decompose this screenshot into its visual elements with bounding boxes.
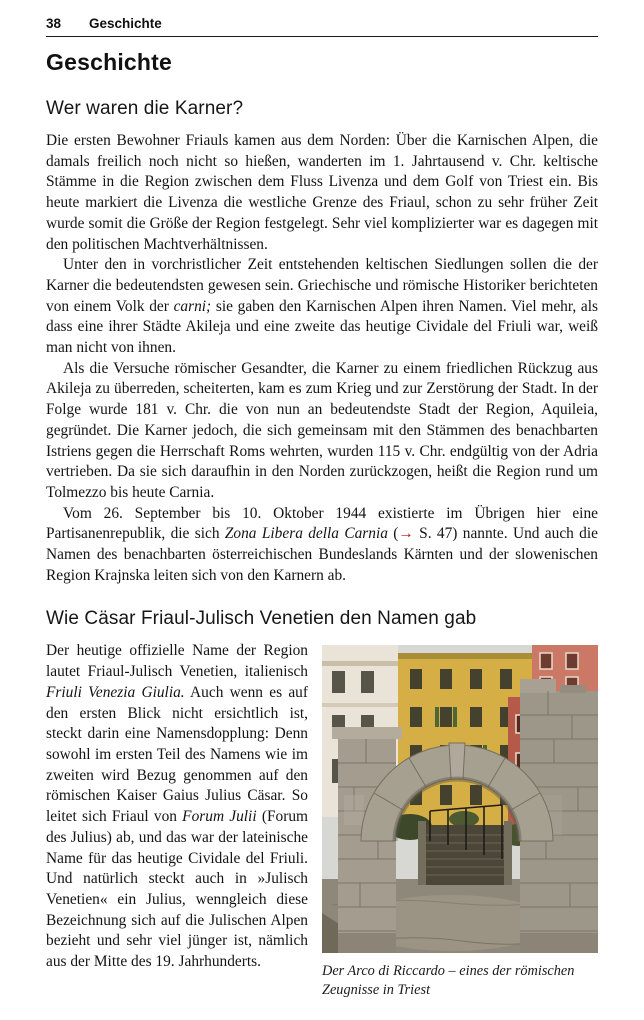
section-caesar bbox=[46, 608, 598, 999]
text-run: Auch wenn es auf den ersten Blick nicht ersichtlich ist, steckt darin eine Namensdopplung: Denn sowohl im ersten Teil des Namens wie im zweiten wird Bezug genommen auf den römischen Kaiser Gaius Julius Cäsar. So leitet sich Friaul von bbox=[46, 683, 308, 826]
page-number: 38 bbox=[46, 16, 62, 31]
text-run: Unter den in vorchristlicher Zeit entstehenden keltischen Siedlungen sollen die der Karner die bedeutendsten gewesen sein. Griechische und römische Historiker berichteten von einem Volk der bbox=[46, 256, 598, 315]
italic-text: Forum Julii bbox=[182, 808, 257, 826]
section-heading-caesar: Wie Cäsar Friaul-Julisch Venetien den Namen gab bbox=[46, 608, 477, 630]
text-run: (Forum des Julius) ab, und das war der lateinische Name für das heutige Cividale del Friuli. Und natürlich steckt auch in »Julisch Venetien« ein Julius, wenngleich diese Bezeichnung sich auf die Julischen Alpen bezieht und sehr viel jünger ist, nämlich aus der Mitte des 19. Jahrhunderts. bbox=[46, 808, 308, 971]
text-run: Die ersten Bewohner Friauls kamen aus dem Norden: Über die Karnischen Alpen, die damals freilich noch nicht so hießen, wanderten im 1. Jahrtausend v. Chr. keltische Stämme in die Region zwischen dem Fluss Livenza und dem Golf von Triest ein. Bis heute markiert die Livenza die westliche Grenze des Friaul, schon zu sehr früher Zeit wurde somit die Größe der Region festgelegt. Sehr viel komplizierter war es dagegen mit den politischen Machtverhältnissen. bbox=[46, 132, 598, 253]
italic-text: Friuli Venezia Giulia. bbox=[46, 683, 185, 701]
italic-text: Zona Libera della Carnia bbox=[224, 525, 388, 543]
text-run: sie gaben den Karnischen Alpen ihren Namen. Viel mehr, als dass eine ihrer Städte Akileja und eine zweite das heutige Cividale del Friuli war, weiß man nicht von ihnen. bbox=[46, 297, 598, 357]
italic-text: carni; bbox=[173, 297, 212, 315]
page-title: Geschichte bbox=[46, 49, 172, 75]
text-run: Vom 26. September bis 10. Oktober 1944 existierte im Übrigen hier eine Partisanenrepublik, die sich bbox=[46, 504, 598, 543]
section-karner bbox=[46, 98, 598, 586]
paragraph bbox=[46, 504, 598, 587]
running-header bbox=[46, 16, 598, 37]
photo-caption: Der Arco di Riccardo – eines der römischen Zeugnisse in Triest bbox=[322, 963, 575, 999]
section-karner-text bbox=[46, 131, 598, 586]
cross-reference-arrow: → bbox=[398, 525, 414, 543]
paragraph bbox=[46, 255, 598, 359]
paragraph bbox=[46, 131, 598, 255]
section-heading-karner: Wer waren die Karner? bbox=[46, 98, 244, 119]
paragraph bbox=[46, 359, 598, 504]
text-run: S. 47) nannte. Und auch die Namen des benachbarten österreichischen Bundeslands Kärnten und der slowenischen Region Krajnska leiten sich von den Karnern ab. bbox=[46, 525, 598, 584]
running-header-title: Geschichte bbox=[89, 16, 162, 31]
text-run: Als die Versuche römischer Gesandter, die Karner zu einem friedlichen Rückzug aus Akileja zu überreden, scheiterten, kam es zum Krieg und zur Zerstörung der Stadt. In der Folge wurde 181 v. Chr. die von nun an bedeutendste Stadt der Region, Aquileia, gegründet. Die Karner jedoch, die sich gemeinsam mit den Stämmen des benachbarten Istriens gegen die Herrschaft Roms wehrten, wurden 115 v. Chr. endgültig von der Adria vertrieben. Da sie sich daraufhin in den Norden zurückzogen, heißt die Region rund um Tolmezzo bis heute Carnia. bbox=[46, 359, 598, 501]
arch-photo-figure bbox=[322, 645, 598, 1000]
text-run: Der heutige offizielle Name der Region lautet Friaul-Julisch Venetien, italienisch bbox=[46, 642, 308, 681]
arch-photo-image bbox=[322, 645, 598, 953]
section-caesar-body bbox=[46, 641, 598, 999]
text-run: ( bbox=[387, 525, 399, 543]
